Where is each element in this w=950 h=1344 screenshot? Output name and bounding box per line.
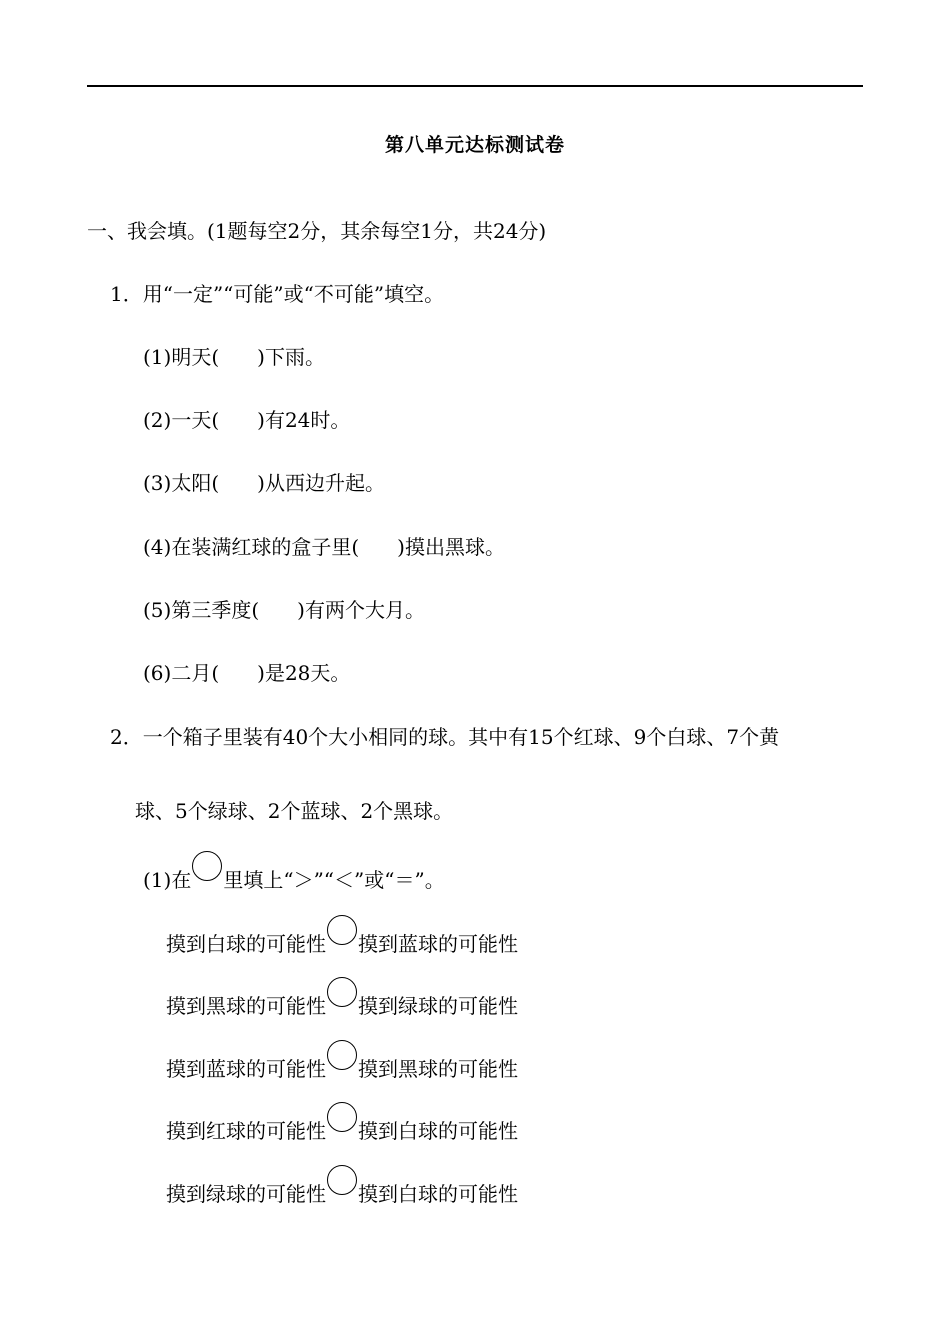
question-1-stem: 1．用“一定”“可能”或“不可能”填空。 [110,282,445,306]
q2-sub-1 [143,861,445,893]
q1-item-2-text: (2)一天( [143,408,220,432]
comparison-right: 摸到黑球的可能性 [358,1057,518,1081]
comparison-right: 摸到绿球的可能性 [358,994,518,1018]
comparison-left: 摸到绿球的可能性 [166,1182,326,1206]
section-heading: 一、我会填。(1题每空2分，其余每空1分，共24分) [87,219,547,243]
comparison-right: 摸到白球的可能性 [358,1119,518,1143]
q1-item-5-text: (5)第三季度( [143,598,260,622]
compare-circle[interactable] [327,1165,357,1195]
comparison-row-5 [166,1175,518,1207]
q1-item-3-text: (3)太阳( [143,471,220,495]
top-rule [87,85,863,87]
q1-item-1 [143,344,325,370]
comparison-row-4 [166,1112,518,1144]
q2-sub-1-text-end: 里填上“＞”“＜”或“＝”。 [223,868,445,892]
q1-item-1-text-end: )下雨。 [257,345,325,369]
compare-circle[interactable] [327,1102,357,1132]
q1-item-4 [143,534,505,560]
comparison-left: 摸到黑球的可能性 [166,994,326,1018]
q1-item-2-text-end: )有24时。 [257,408,351,432]
comparison-row-2 [166,987,518,1019]
q1-item-4-text: (4)在装满红球的盒子里( [143,535,360,559]
comparison-left: 摸到红球的可能性 [166,1119,326,1143]
comparison-left: 摸到白球的可能性 [166,932,326,956]
q1-item-1-text: (1)明天( [143,345,220,369]
q1-item-3 [143,470,385,496]
comparison-left: 摸到蓝球的可能性 [166,1057,326,1081]
q1-item-3-text-end: )从西边升起。 [257,471,385,495]
q1-item-5 [143,597,425,623]
comparison-row-3 [166,1050,518,1082]
q1-item-4-text-end: )摸出黑球。 [397,535,505,559]
compare-circle[interactable] [327,1040,357,1070]
compare-circle[interactable] [192,851,222,881]
compare-circle[interactable] [327,977,357,1007]
q1-item-6 [143,660,350,686]
q1-item-2 [143,407,350,433]
comparison-right: 摸到蓝球的可能性 [358,932,518,956]
question-2-stem-line-1: 2．一个箱子里装有40个大小相同的球。其中有15个红球、9个白球、7个黄 [110,725,780,749]
q2-sub-1-text: (1)在 [143,868,192,892]
compare-circle[interactable] [327,915,357,945]
comparison-right: 摸到白球的可能性 [358,1182,518,1206]
page-title: 第八单元达标测试卷 [384,134,565,156]
q1-item-6-text-end: )是28天。 [257,661,351,685]
question-2-stem-line-2: 球、5个绿球、2个蓝球、2个黑球。 [135,799,454,823]
q1-item-5-text-end: )有两个大月。 [297,598,425,622]
comparison-row-1 [166,925,518,957]
q1-item-6-text: (6)二月( [143,661,220,685]
